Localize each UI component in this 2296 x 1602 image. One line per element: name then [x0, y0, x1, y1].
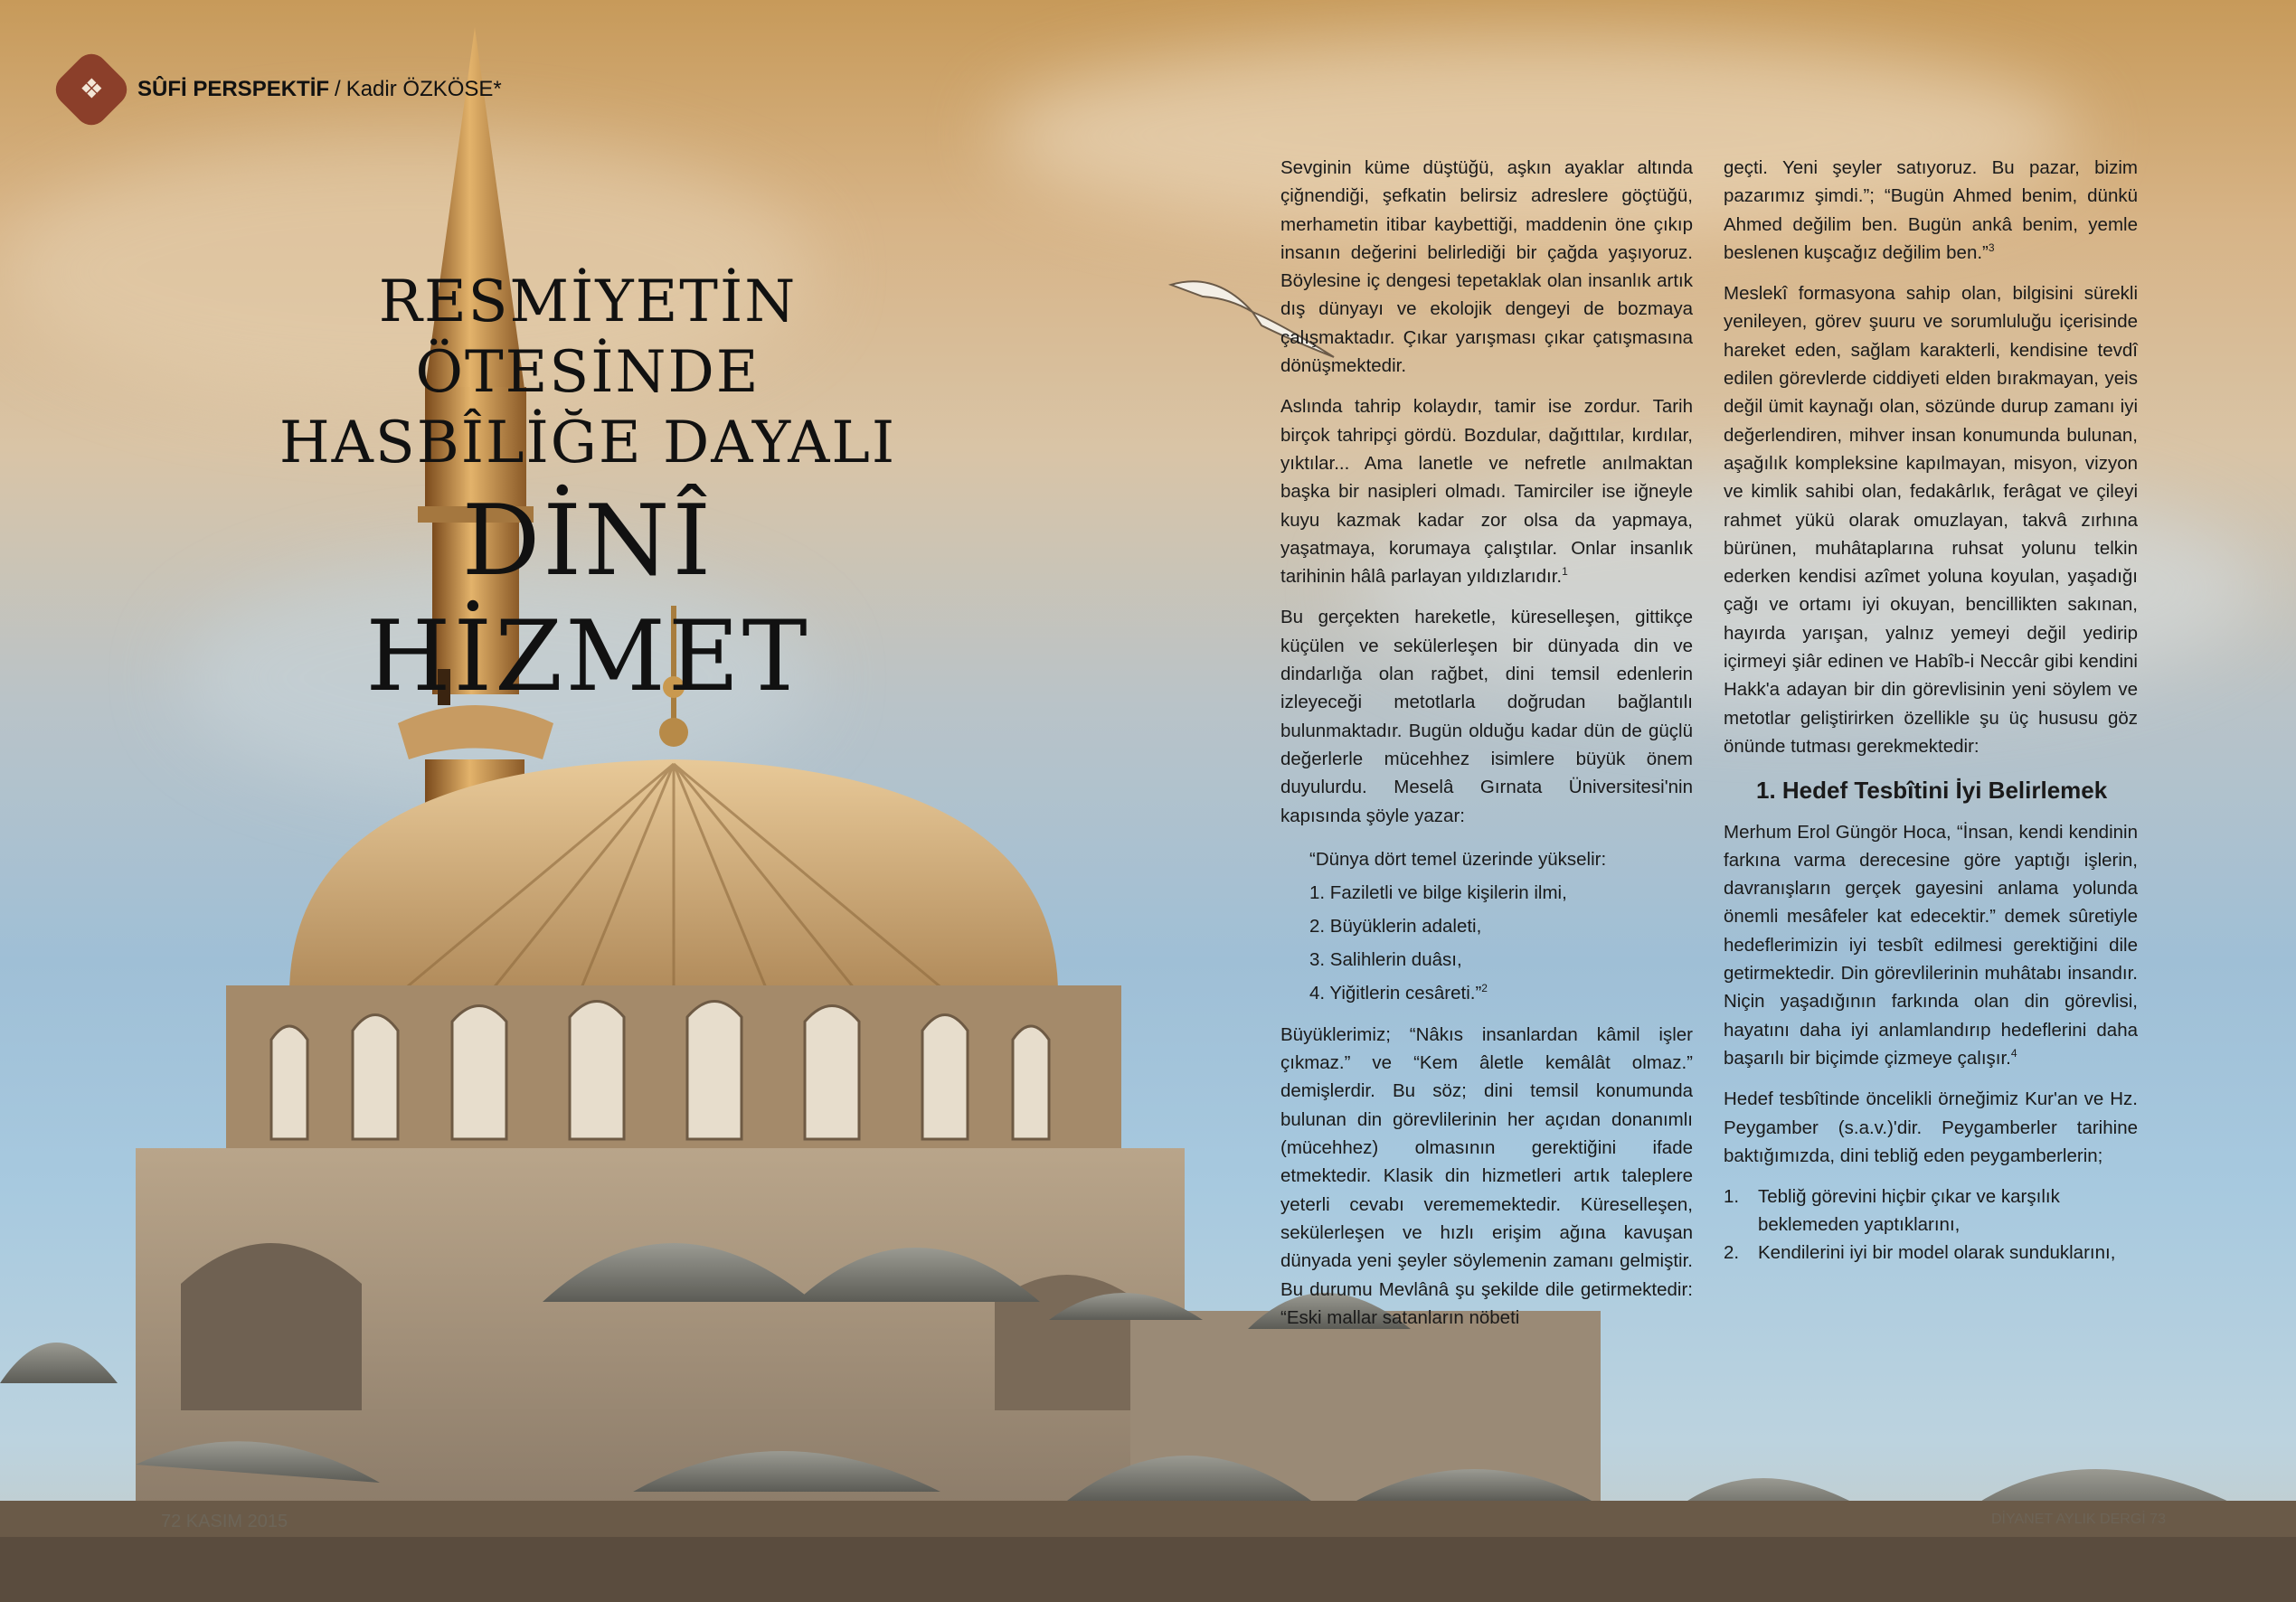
quote-line: 1. Faziletli ve bilge kişilerin ilmi,: [1309, 881, 1567, 903]
list-item: 2. Kendilerini iyi bir model olarak sunduklarını,: [1724, 1242, 2116, 1264]
paragraph: Sevginin küme düştüğü, aşkın ayaklar altında çiğnendiği, şefkatin belirsiz adreslere göçtüğü, merhametin itibar kaybettiği, maddenin öne çıkıp insanın değerini belirlediği bir çağda yaşıyoruz. Böylesine iç dengesi tepetaklak olan insanlık artık dış dünyayı ve ekolojik dengeyi de bozmaya çalışmaktadır. Çıkar yarışması çıkar çatışmasına dönüşmektedir.: [1280, 157, 1693, 377]
section-logo: [49, 47, 133, 131]
paragraph: geçti. Yeni şeyler satıyoruz. Bu pazar, bizim pazarımız şimdi.”; “Bugün Ahmed benim, dünkü Ahmed değilim ben. Bugün ankâ benim, yemle beslenen kuşcağız değilim ben.”$^3$: [1724, 157, 2138, 263]
title-line-1: RESMİYETİN ÖTESİNDE: [378, 269, 798, 406]
paragraph: Hedef tesbîtinde öncelikli örneğimiz Kur'an ve Hz. Peygamber (s.a.v.)'dir. Peygamberler tarihine baktığımızda, dini tebliğ eden peygamberlerin;: [1724, 1088, 2138, 1166]
paragraph: Merhum Erol Güngör Hoca, “İnsan, kendi kendinin farkına varma derecesine göre yaptığı işlerin, davranışların gerçek gayesini anlama yolunda önemli mesâfeler kat edecektir.” demek sûretiyle hedeflerimizin iyi tesbît edilmesi gerektiğini dile getirmektedir. Din görevlilerinin muhâtabı insandır. Niçin yaşadığının farkında olan din görevlisi, hayatını daha iyi anlamlandırıp hedeflerini daha başarılı bir biçimde çizmeye çalışır.$^4$: [1724, 821, 2138, 1069]
list-item: 1. Tebliğ görevini hiçbir çıkar ve karşılık beklemeden yaptıklarını,: [1724, 1186, 2060, 1236]
title-line-2: HASBÎLİĞE DAYALI: [279, 410, 897, 476]
quote-line: “Dünya dört temel üzerinde yükselir:: [1309, 848, 1607, 870]
section-name: SÛFİ PERSPEKTİF: [137, 77, 330, 101]
author-name: Kadir ÖZKÖSE*: [345, 77, 502, 101]
title-line-3: DİNÎ HİZMET: [365, 485, 810, 713]
quote-line: 4. Yiğitlerin cesâreti.”$^2$: [1309, 982, 1488, 1004]
drum: [226, 985, 1121, 1157]
footnote-ref: 2: [1481, 982, 1488, 994]
article-title: [235, 267, 940, 715]
foreground-roofs: [0, 1501, 2296, 1602]
paragraph: Aslında tahrip kolaydır, tamir ise zordur. Tarih birçok tahripçi gördü. Bozdular, dağıttılar, kırdılar, yıktılar... Ama lanetle ve nefretle anılmaktan başka bir nasipleri olmadı. Tamirciler ise iğneyle kuyu kazmak kadar zor olsa da yapmaya, yaşatmaya, korumaya çalıştılar. Onlar insanlık tarihinin hâlâ parlayan yıldızlarıdır.$^1$: [1280, 396, 1693, 588]
paragraph: Meslekî formasyona sahip olan, bilgisini sürekli yenileyen, görev şuuru ve sorumluluğu içerisinde hareket eden, sağlam karakterli, kendisine tevdî edilen görevlerde ciddiyeti elden bırakmayan, yeis değil ümit kaynağı olan, sözünde durup zamanı iyi değerlendiren, mihver insan konumunda bulunan, aşağılık kompleksine kapılmayan, misyon, vizyon ve kimlik sahibi olan, fedakârlık, ferâgat ve çileyi rahmet yükü olarak omuzlayan, takvâ zırhına bürünen, muhâtaplarına ruhsat yolunu telkin ederken kendisi azîmet yoluna koyulan, yaşadığı çağı ve ortamı iyi okuyan, bencillikten sakınan, hayırda yarışan, yalnız yemeyi değil yedirip içirmeyi şiâr edinen ve Habîb-i Neccâr gibi kendini Hakk'a adayan bir din görevlisinin yeni söylem ve metotlar geliştirirken özellikle şu üç hususu göz önünde tutması gerekmektedir:: [1724, 283, 2138, 757]
page-header: [61, 58, 502, 121]
subheading: 1. Hedef Tesbîtini İyi Belirlemek: [1756, 777, 2108, 805]
footnote-ref: 4: [2010, 1047, 2017, 1060]
paragraph: Büyüklerimiz; “Nâkıs insanlardan kâmil işler çıkmaz.” ve “Kem âletle kemâlât olmaz.” demişlerdir. Bu söz; dini temsil konumunda bulunan din görevlilerinin her açıdan donanımlı (mücehhez) olmasının gerektiğini ifade etmektedir. Klasik din hizmetleri artık taleplere yeterli cevabı verememektedir. Küreselleşen, sekülerleşen ve hızlı erişim ağına kavuşan dünyada yeni şeyler söylemenin zamanı gelmiştir. Bu durumu Mevlânâ şu şekilde dile getirmektedir: “Eski mallar satanların nöbeti: [1280, 1023, 1693, 1328]
page-folio-right: DİYANET AYLIK DERGİ 73: [1991, 1512, 2166, 1527]
paragraph: Bu gerçekten hareketle, küreselleşen, gittikçe küçülen ve sekülerleşen bir dünyada din ve dindarlığa olan rağbet, dini temsil edenlerin izleyeceği metotlarla doğrudan bağlantılı bulunmaktadır. Bugün olduğu kadar dün de güçlü değerlerle mücehhez isimlere büyük önem duyulurdu. Meselâ Gırnata Üniversitesi'nin kapısında şöyle yazar:: [1280, 607, 1693, 826]
numbered-list: [1724, 1183, 2138, 1267]
quote-line: 2. Büyüklerin adaleti,: [1309, 915, 1482, 937]
page-folio-left: 72 KASIM 2015: [161, 1512, 288, 1531]
text-column-right: [1724, 154, 2138, 1267]
quote-list: [1280, 843, 1693, 1010]
text-column-left: [1280, 154, 1693, 1344]
flower-icon: ❖: [79, 74, 104, 104]
separator: /: [335, 77, 341, 101]
footnote-ref: 3: [1988, 241, 1995, 255]
quote-line: 3. Salihlerin duâsı,: [1309, 948, 1462, 970]
footnote-ref: 1: [1562, 565, 1568, 579]
